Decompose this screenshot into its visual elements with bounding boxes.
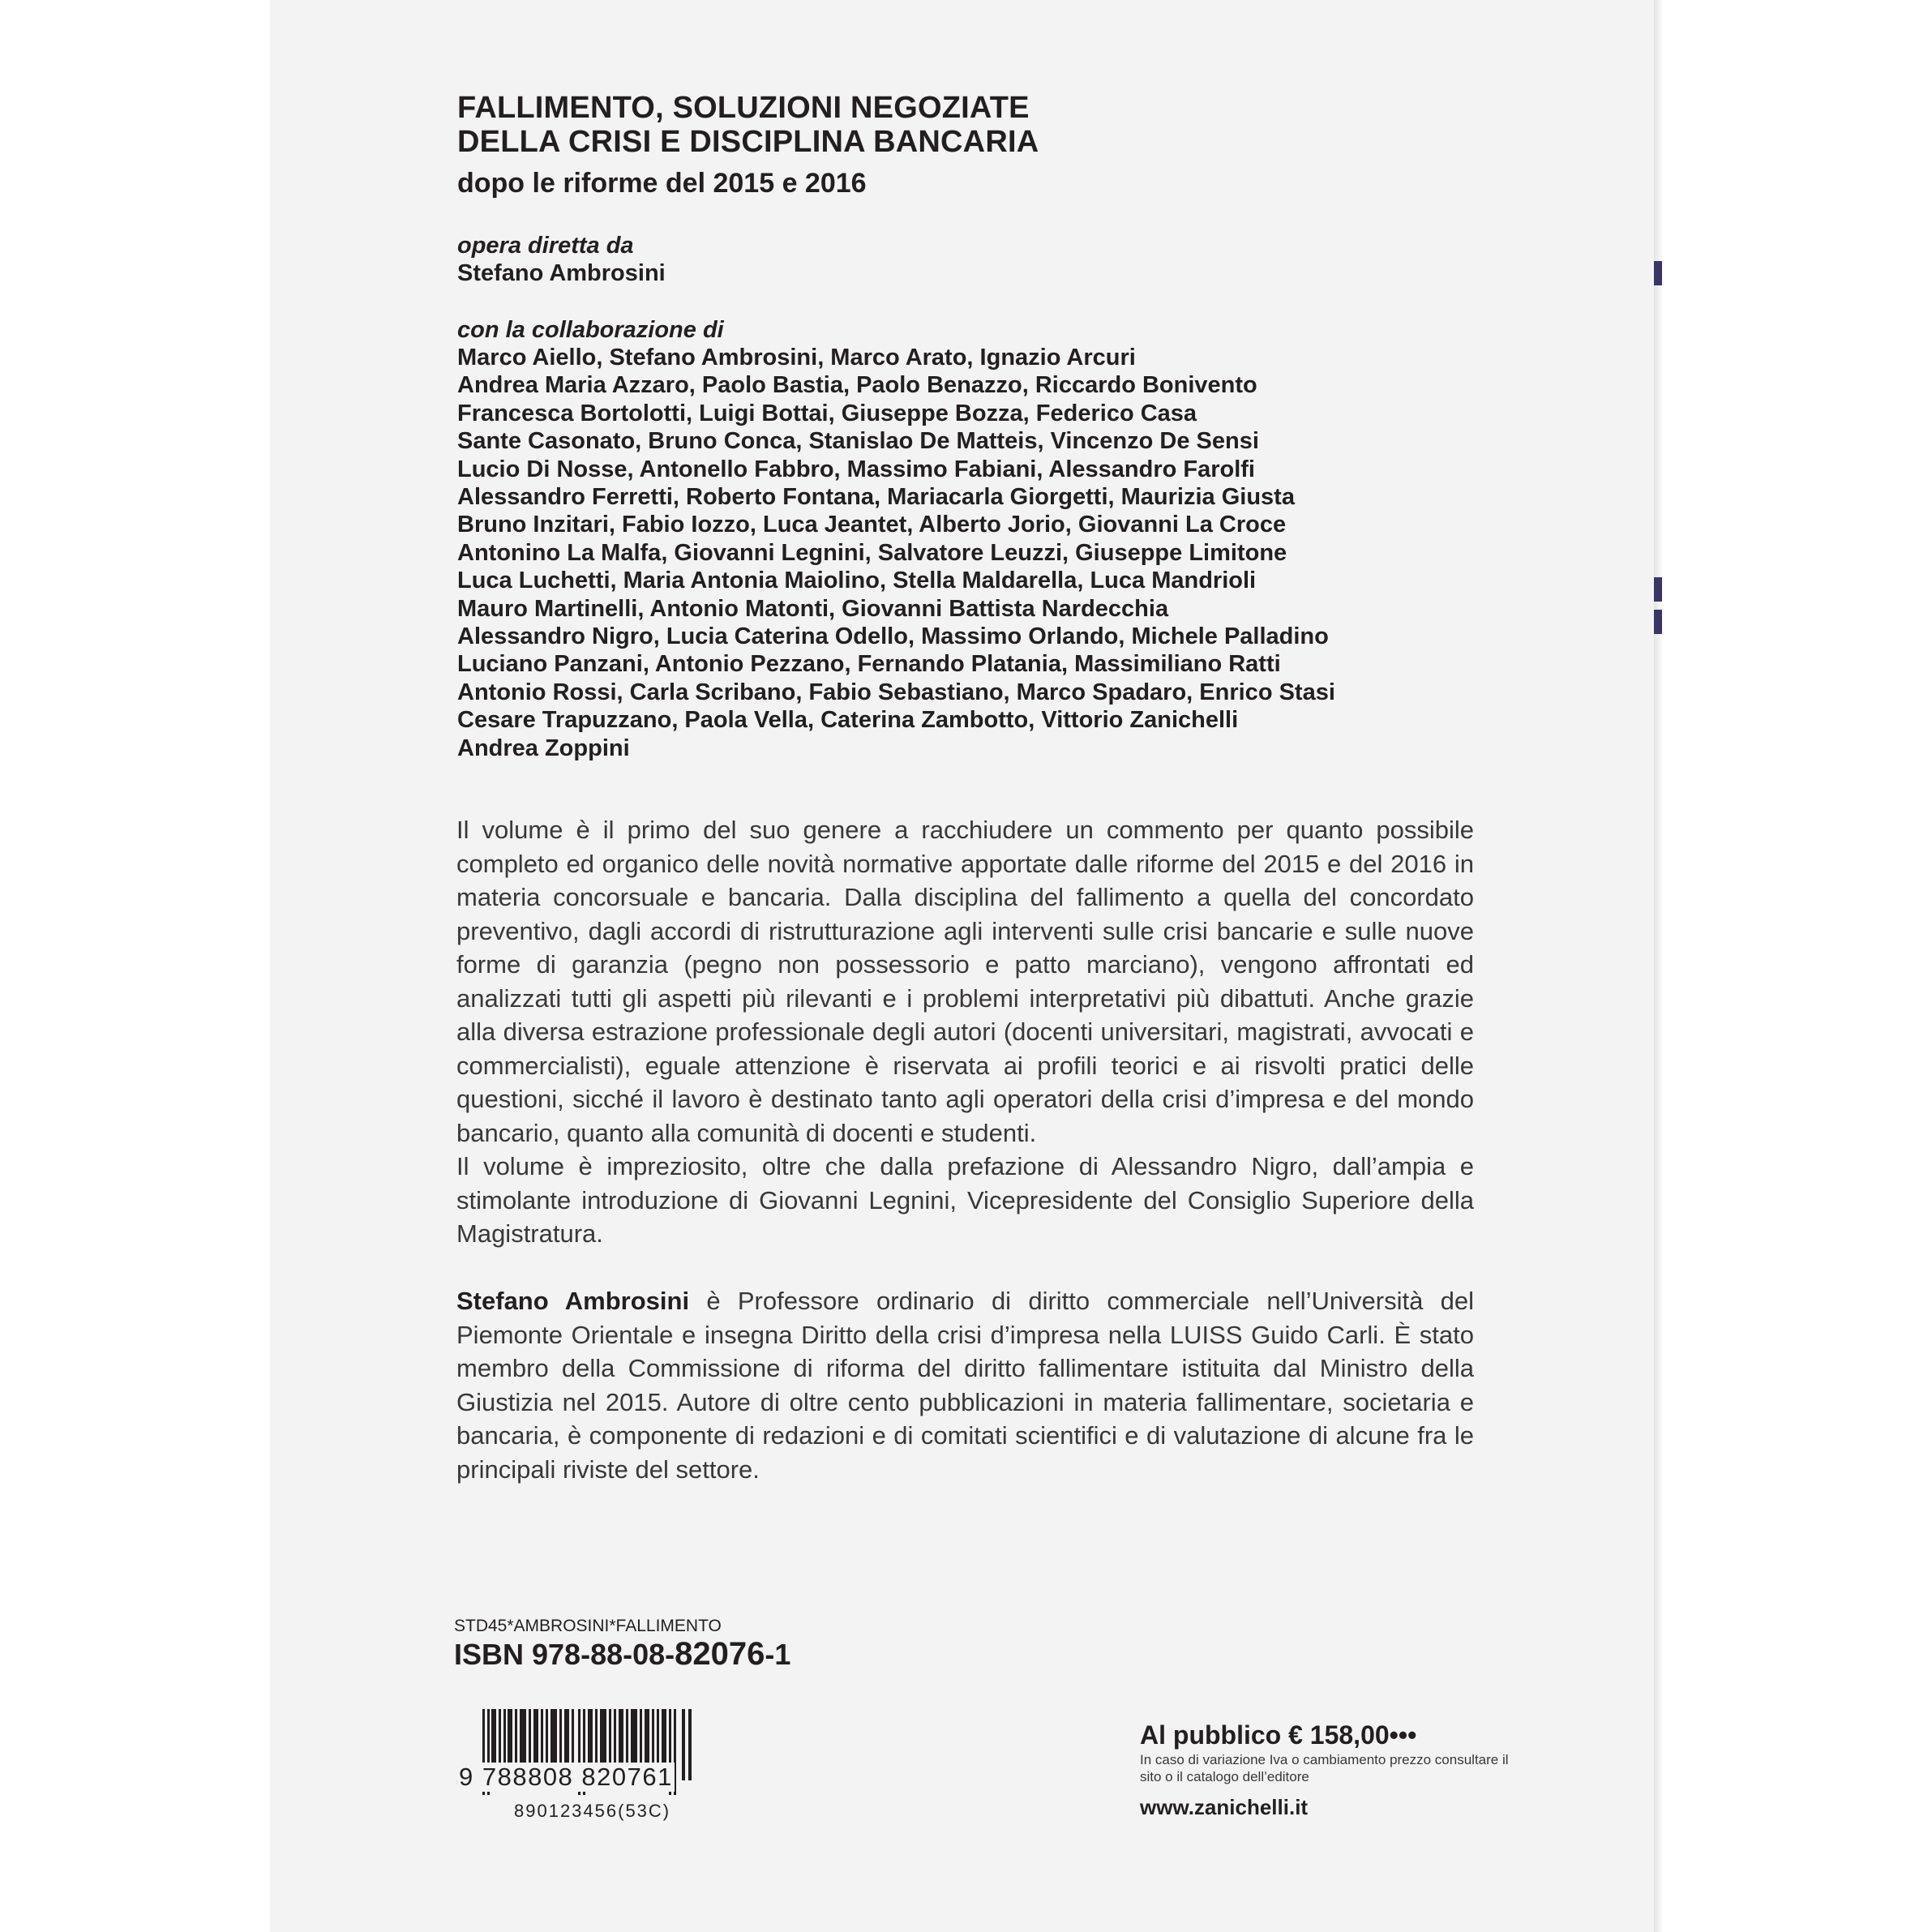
directed-by-label: opera diretta da — [457, 233, 634, 259]
publisher-website: www.zanichelli.it — [1140, 1795, 1309, 1819]
contributors-line: Alessandro Nigro, Lucia Caterina Odello, Massimo Orlando, Michele Palladino — [457, 623, 1329, 650]
isbn — [454, 1638, 790, 1671]
book-title-line: FALLIMENTO, SOLUZIONI NEGOZIATE — [457, 91, 1030, 125]
contributors-line: Andrea Zoppini — [457, 735, 630, 761]
catalog-code: STD45*AMBROSINI*FALLIMENTO — [454, 1617, 722, 1635]
price-note: In caso di variazione Iva o cambiamento prezzo consultare il sito o il catalogo dell’editore — [1140, 1752, 1509, 1784]
barcode-addon-digits: 890123456(53C) — [514, 1801, 671, 1821]
price — [1140, 1720, 1416, 1750]
contributors-line: Cesare Trapuzzano, Paola Vella, Caterina Zambotto, Vittorio Zanichelli — [457, 707, 1239, 734]
contributors-line: Luciano Panzani, Antonio Pezzano, Fernando Platania, Massimiliano Ratti — [457, 651, 1281, 678]
book-title-line: DELLA CRISI E DISCIPLINA BANCARIA — [457, 125, 1039, 159]
description-paragraph: Il volume è il primo del suo genere a racchiudere un commento per quanto possibile completo ed organico delle novità normative apportate dalle riforme del 2015 e del 2016 in materia concorsuale e bancaria. Dalla disciplina del fallimento a quella del concordato preventivo, dagli accordi di ristrutturazione agli interventi sulle crisi bancarie e sulle nuove forme di garanzia (pegno non possessorio e patto marciano), vengono affrontati ed analizzati tutti gli aspetti più rilevanti e i problemi interpretativi più dibattuti. Anche grazie alla diversa estrazione professionale degli autori (docenti universitari, magistrati, avvocati e commercialisti), eguale attenzione è riservata ai profili teorici e ai risvolti pratici delle questioni, sicché il lavoro è destinato tanto agli operatori della crisi d’impresa e del mondo bancario, quanto alla comunità di docenti e studenti. — [456, 816, 1474, 1147]
book-title — [457, 91, 1039, 159]
spine-mark — [1654, 577, 1662, 602]
contributors-list — [457, 344, 1335, 762]
price-value: € 158,00 — [1288, 1720, 1390, 1750]
spine-mark — [1654, 261, 1662, 285]
price-label: Al pubblico — [1140, 1720, 1282, 1750]
director-name: Stefano Ambrosini — [457, 260, 666, 286]
barcode-digits: 9 788808 820761 — [459, 1763, 673, 1791]
author-bio — [456, 1284, 1474, 1486]
contributors-line: Luca Luchetti, Maria Antonia Maiolino, Stella Maldarella, Luca Mandrioli — [457, 568, 1257, 594]
contributors-line: Mauro Martinelli, Antonio Matonti, Giovanni Battista Nardecchia — [457, 595, 1169, 622]
contributors-line: Lucio Di Nosse, Antonello Fabbro, Massimo Fabiani, Alessandro Farolfi — [457, 456, 1255, 482]
description-paragraph: Il volume è impreziosito, oltre che dalla prefazione di Alessandro Nigro, dall’ampia e stimolante introduzione di Giovanni Legnini, Vicepresidente del Consiglio Superiore della Magistratura. — [456, 1152, 1474, 1248]
price-dots: ••• — [1389, 1720, 1417, 1750]
book-subtitle: dopo le riforme del 2015 e 2016 — [457, 168, 867, 199]
collaboration-label: con la collaborazione di — [457, 317, 724, 343]
spine-mark — [1654, 610, 1662, 634]
bio-author-name: Stefano Ambrosini — [456, 1287, 690, 1315]
contributors-line: Andrea Maria Azzaro, Paolo Bastia, Paolo Benazzo, Riccardo Bonivento — [457, 372, 1257, 399]
contributors-line: Sante Casonato, Bruno Conca, Stanislao De Matteis, Vincenzo De Sensi — [457, 428, 1259, 455]
contributors-line: Marco Aiello, Stefano Ambrosini, Marco Arato, Ignazio Arcuri — [457, 345, 1136, 371]
isbn-main: 82076 — [675, 1636, 765, 1672]
bio-text: è Professore ordinario di diritto commerciale nell’Università del Piemonte Orientale e insegna Diritto della crisi d’impresa nella LUISS Guido Carli. È stato membro della Commissione di riforma del diritto fallimentare istituita dal Ministro della Giustizia nel 2015. Autore di oltre cento pubblicazioni in materia fallimentare, societaria e bancaria, è componente di redazioni e di comitati scientifici e di valutazione di alcune fra le principali riviste del settore. — [456, 1287, 1474, 1484]
isbn-suffix: -1 — [765, 1638, 791, 1671]
book-description — [456, 813, 1474, 1251]
contributors-line: Antonino La Malfa, Giovanni Legnini, Salvatore Leuzzi, Giuseppe Limitone — [457, 539, 1287, 566]
contributors-line: Francesca Bortolotti, Luigi Bottai, Giuseppe Bozza, Federico Casa — [457, 400, 1197, 426]
contributors-line: Alessandro Ferretti, Roberto Fontana, Mariacarla Giorgetti, Maurizia Giusta — [457, 484, 1295, 511]
contributors-line: Antonio Rossi, Carla Scribano, Fabio Sebastiano, Marco Spadaro, Enrico Stasi — [457, 679, 1335, 705]
spine-edge — [1654, 0, 1662, 1932]
contributors-line: Bruno Inzitari, Fabio Iozzo, Luca Jeantet, Alberto Jorio, Giovanni La Croce — [457, 512, 1287, 538]
isbn-prefix: ISBN 978-88-08- — [454, 1638, 675, 1671]
